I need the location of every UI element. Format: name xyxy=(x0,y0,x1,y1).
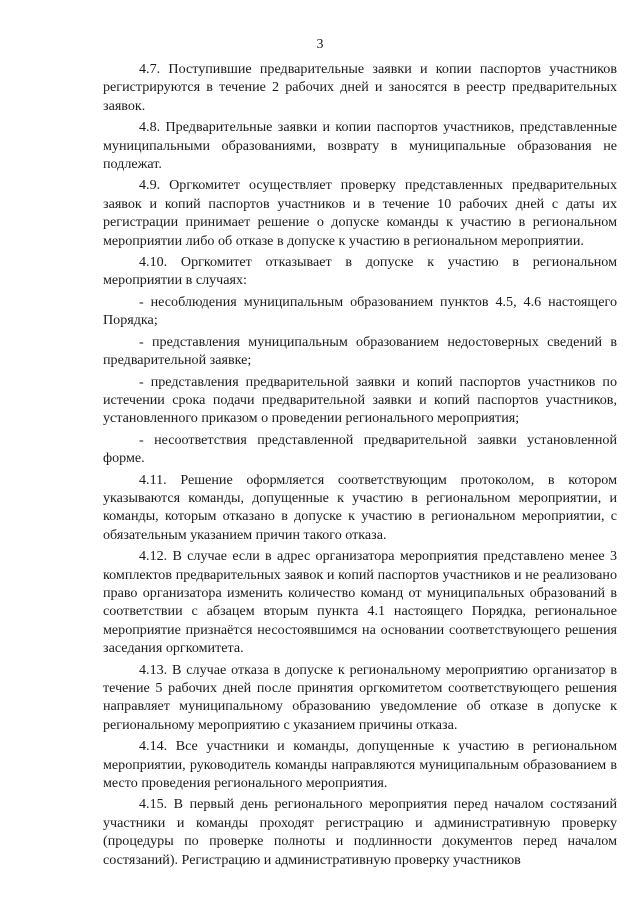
paragraph-4-14: 4.14. Все участники и команды, допущенные к участию в региональном мероприятии, руководитель команды направляются муниципальным образованием в место проведения регионального мероприятия. xyxy=(103,738,617,792)
paragraph-4-7: 4.7. Поступившие предварительные заявки и копии паспортов участников регистрируются в течение 2 рабочих дней и заносятся в реестр предварительных заявок. xyxy=(103,61,617,114)
paragraph-4-10: 4.10. Оргкомитет отказывает в допуске к участию в региональном мероприятии в случаях: xyxy=(103,254,617,289)
paragraph-4-13: 4.13. В случае отказа в допуске к региональному мероприятию организатор в течение 5 рабочих дней после принятия оргкомитетом соответствующего решения направляет муниципальному образованию уведомление об отказе в допуске к региональному мероприятию с указанием причины отказа. xyxy=(103,661,617,733)
paragraph-4-15: 4.15. В первый день регионального мероприятия перед началом состязаний участники и команды проходят регистрацию и административную проверку (процедуры по проверке полноты и подлинности документов перед началом состязаний). Регистрацию и административную проверку участников xyxy=(103,796,617,868)
paragraph-4-8: 4.8. Предварительные заявки и копии паспортов участников, представленные муниципальными образованиями, возврату в муниципальные образования не подлежат. xyxy=(103,119,617,173)
list-item-nonobservance: - несоблюдения муниципальным образованием пунктов 4.5, 4.6 настоящего Порядка; xyxy=(103,293,617,329)
paragraph-4-12: 4.12. В случае если в адрес организатора мероприятия представлено менее 3 комплектов предварительных заявок и копий паспортов участников и не реализовано право организатора изменить количество команд от муниципальных образований в соответствии с абзацем вторым пункта 4.1 настоящего Порядка, региональное мероприятие признаётся несостоявшимся на основании соответствующего решения заседания оргкомитета. xyxy=(103,548,617,657)
page-number: 3 xyxy=(316,37,324,52)
list-item-late-submission: - представления предварительной заявки и копий паспортов участников по истечении срока подачи предварительной заявки и копий паспортов участников, установленного приказом о проведении регионального мероприятия; xyxy=(103,373,617,427)
list-item-form-mismatch: - несоответствия представленной предварительной заявки установленной форме. xyxy=(103,431,617,467)
list-item-false-information: - представления муниципальным образованием недостоверных сведений в предварительной заявке; xyxy=(103,333,617,369)
paragraph-4-9: 4.9. Оргкомитет осуществляет проверку представленных предварительных заявок и копий паспортов участников и в течение 10 рабочих дней с даты их регистрации принимает решение о допуске команды к участию в региональном мероприятии либо об отказе в допуске к участию в региональном мероприятии. xyxy=(103,177,617,249)
paragraph-4-11: 4.11. Решение оформляется соответствующим протоколом, в котором указываются команды, допущенные к участию в региональном мероприятии, и команды, которым отказано в допуске к участию в региональном мероприятии, с обязательным указанием причин такого отказа. xyxy=(103,471,617,543)
document-body xyxy=(103,60,617,869)
